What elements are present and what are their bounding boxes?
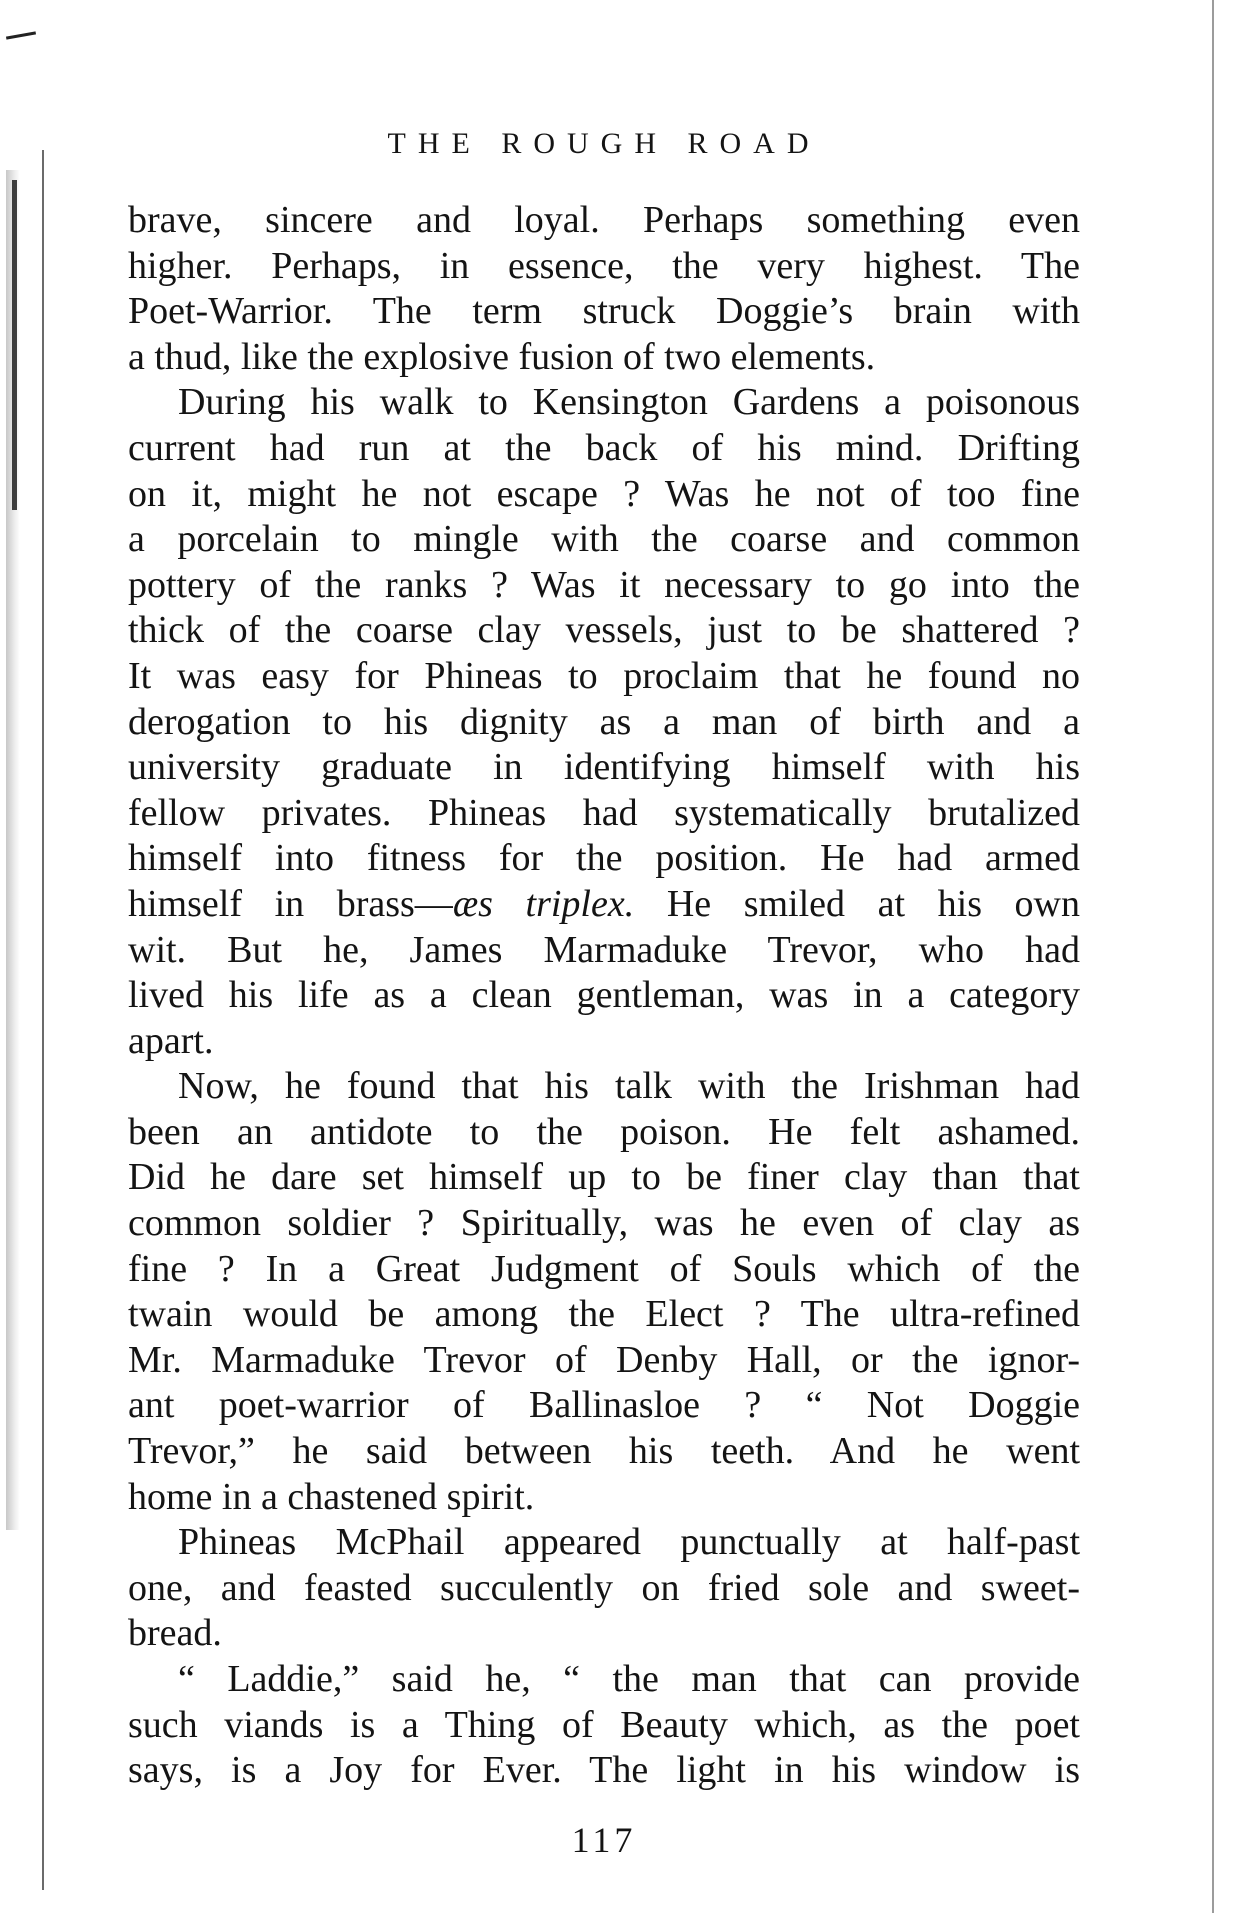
running-head: THE ROUGH ROAD [387,127,821,160]
text-line: Mr. Marmaduke Trevor of Denby Hall, or the ignor- [128,1338,1080,1381]
text-line: “ Laddie,” said he, “ the man that can provide [178,1658,1080,1700]
text-line: one, and feasted succulently on fried sole and sweet- [128,1566,1080,1609]
text-line: Phineas McPhail appeared punctually at half-past [178,1521,1080,1564]
text-line: lived his life as a clean gentleman, was in a category [128,974,1080,1017]
text-line: Trevor,” he said between his teeth. And he went [128,1430,1080,1473]
text-line: himself in brass—æs triplex. He smiled at his own [128,882,1080,925]
page-number: 117 [571,1820,637,1860]
text-line: Poet-Warrior. The term struck Doggie’s brain with [128,290,1080,333]
text-line: pottery of the ranks ? Was it necessary to go into the [128,563,1080,606]
page-right-edge [1212,0,1214,1913]
body-text [128,198,1080,1794]
text-line: current had run at the back of his mind. Drifting [128,426,1080,469]
text-line: ant poet-warrior of Ballinasloe ? “ Not Doggie [128,1384,1080,1427]
text-line: says, is a Joy for Ever. The light in his window is [128,1749,1080,1792]
text-line: apart. [128,1019,214,1062]
text-line: brave, sincere and loyal. Perhaps something even [128,199,1080,241]
text-line: twain would be among the Elect ? The ultra-refined [128,1293,1080,1336]
text-line: wit. But he, James Marmaduke Trevor, who had [128,928,1080,971]
text-line: derogation to his dignity as a man of birth and a [128,700,1080,743]
text-line: Now, he found that his talk with the Irishman had [178,1065,1080,1108]
text-line: During his walk to Kensington Gardens a poisonous [178,381,1080,424]
text-line: fine ? In a Great Judgment of Souls which of the [128,1247,1080,1290]
text-line: It was easy for Phineas to proclaim that he found no [128,654,1080,697]
text-line: such viands is a Thing of Beauty which, as the poet [128,1703,1080,1746]
text-line: higher. Perhaps, in essence, the very highest. The [128,244,1080,287]
text-line: on it, might he not escape ? Was he not of too fine [128,472,1080,515]
text-line: home in a chastened spirit. [128,1475,535,1518]
text-line: bread. [128,1612,222,1655]
text-line: a thud, like the explosive fusion of two elements. [128,335,876,378]
binding-edge-dark [12,180,17,510]
text-line: common soldier ? Spiritually, was he even of clay as [128,1202,1080,1245]
text-line: Did he dare set himself up to be finer clay than that [128,1156,1080,1199]
text-line: fellow privates. Phineas had systematically brutalized [128,791,1080,834]
text-line: university graduate in identifying himself with his [128,746,1080,789]
text-line: been an antidote to the poison. He felt ashamed. [128,1110,1080,1153]
text-line: himself into fitness for the position. He had armed [128,837,1080,880]
text-line: thick of the coarse clay vessels, just to be shattered ? [128,609,1080,652]
scan-corner-mark [6,31,36,39]
text-line: a porcelain to mingle with the coarse and common [128,518,1080,561]
binding-edge-line [42,150,44,1890]
